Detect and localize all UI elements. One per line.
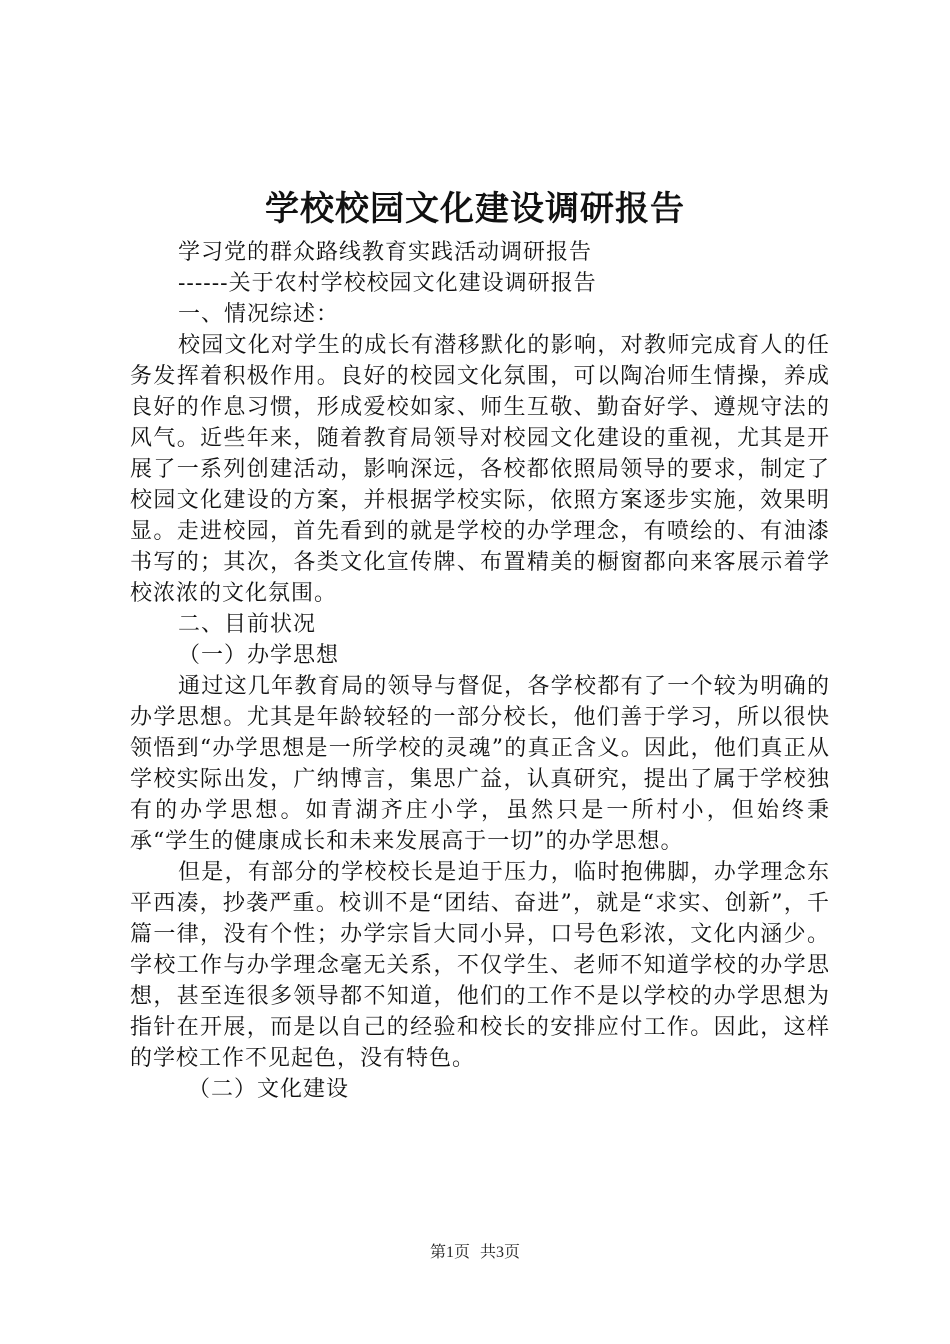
- paragraph-philosophy-1: 通过这几年教育局的领导与督促，各学校都有了一个较为明确的办学思想。尤其是年龄较轻的一部分校长，他们善于学习，所以很快领悟到“办学思想是一所学校的灵魂”的真正含义。因此，他们真正从学校实际出发，广纳博言，集思广益，认真研究，提出了属于学校独有的办学思想。如青湖齐庄小学，虽然只是一所村小，但始终秉承“学生的健康成长和未来发展高于一切”的办学思想。: [130, 674, 830, 854]
- subtitle-line-2: ------关于农村学校校园文化建设调研报告: [178, 271, 597, 296]
- document-title: 学校校园文化建设调研报告: [265, 189, 685, 229]
- document-body: [130, 237, 830, 1105]
- section-heading-overview: 一、情况综述：: [178, 302, 340, 327]
- page-footer: [0, 1242, 950, 1264]
- page-number-current: 第1页: [429, 1244, 470, 1261]
- section-heading-current-status: 二、目前状况: [178, 612, 317, 637]
- subsection-heading-school-philosophy: （一）办学思想: [178, 643, 340, 668]
- paragraph-overview: 校园文化对学生的成长有潜移默化的影响，对教师完成育人的任务发挥着积极作用。良好的校园文化氛围，可以陶冶师生情操，养成良好的作息习惯，形成爱校如家、师生互敬、勤奋好学、遵规守法的风气。近些年来，随着教育局领导对校园文化建设的重视，尤其是开展了一系列创建活动，影响深远，各校都依照局领导的要求，制定了校园文化建设的方案，并根据学校实际，依照方案逐步实施，效果明显。走进校园，首先看到的就是学校的办学理念，有喷绘的、有油漆书写的；其次，各类文化宣传牌、布置精美的橱窗都向来客展示着学校浓浓的文化氛围。: [130, 333, 830, 606]
- subtitle-line-1: 学习党的群众路线教育实践活动调研报告: [178, 240, 593, 265]
- subsection-heading-culture-building: （二）文化建设: [188, 1077, 350, 1102]
- paragraph-philosophy-2: 但是，有部分的学校校长是迫于压力，临时抱佛脚，办学理念东平西凑，抄袭严重。校训不是“团结、奋进”，就是“求实、创新”，千篇一律，没有个性；办学宗旨大同小异，口号色彩浓，文化内涵少。学校工作与办学理念毫无关系，不仅学生、老师不知道学校的办学思想，甚至连很多领导都不知道，他们的工作不是以学校的办学思想为指针在开展，而是以自己的经验和校长的安排应付工作。因此，这样的学校工作不见起色，没有特色。: [130, 860, 830, 1071]
- page-number-total: 共3页: [480, 1244, 521, 1261]
